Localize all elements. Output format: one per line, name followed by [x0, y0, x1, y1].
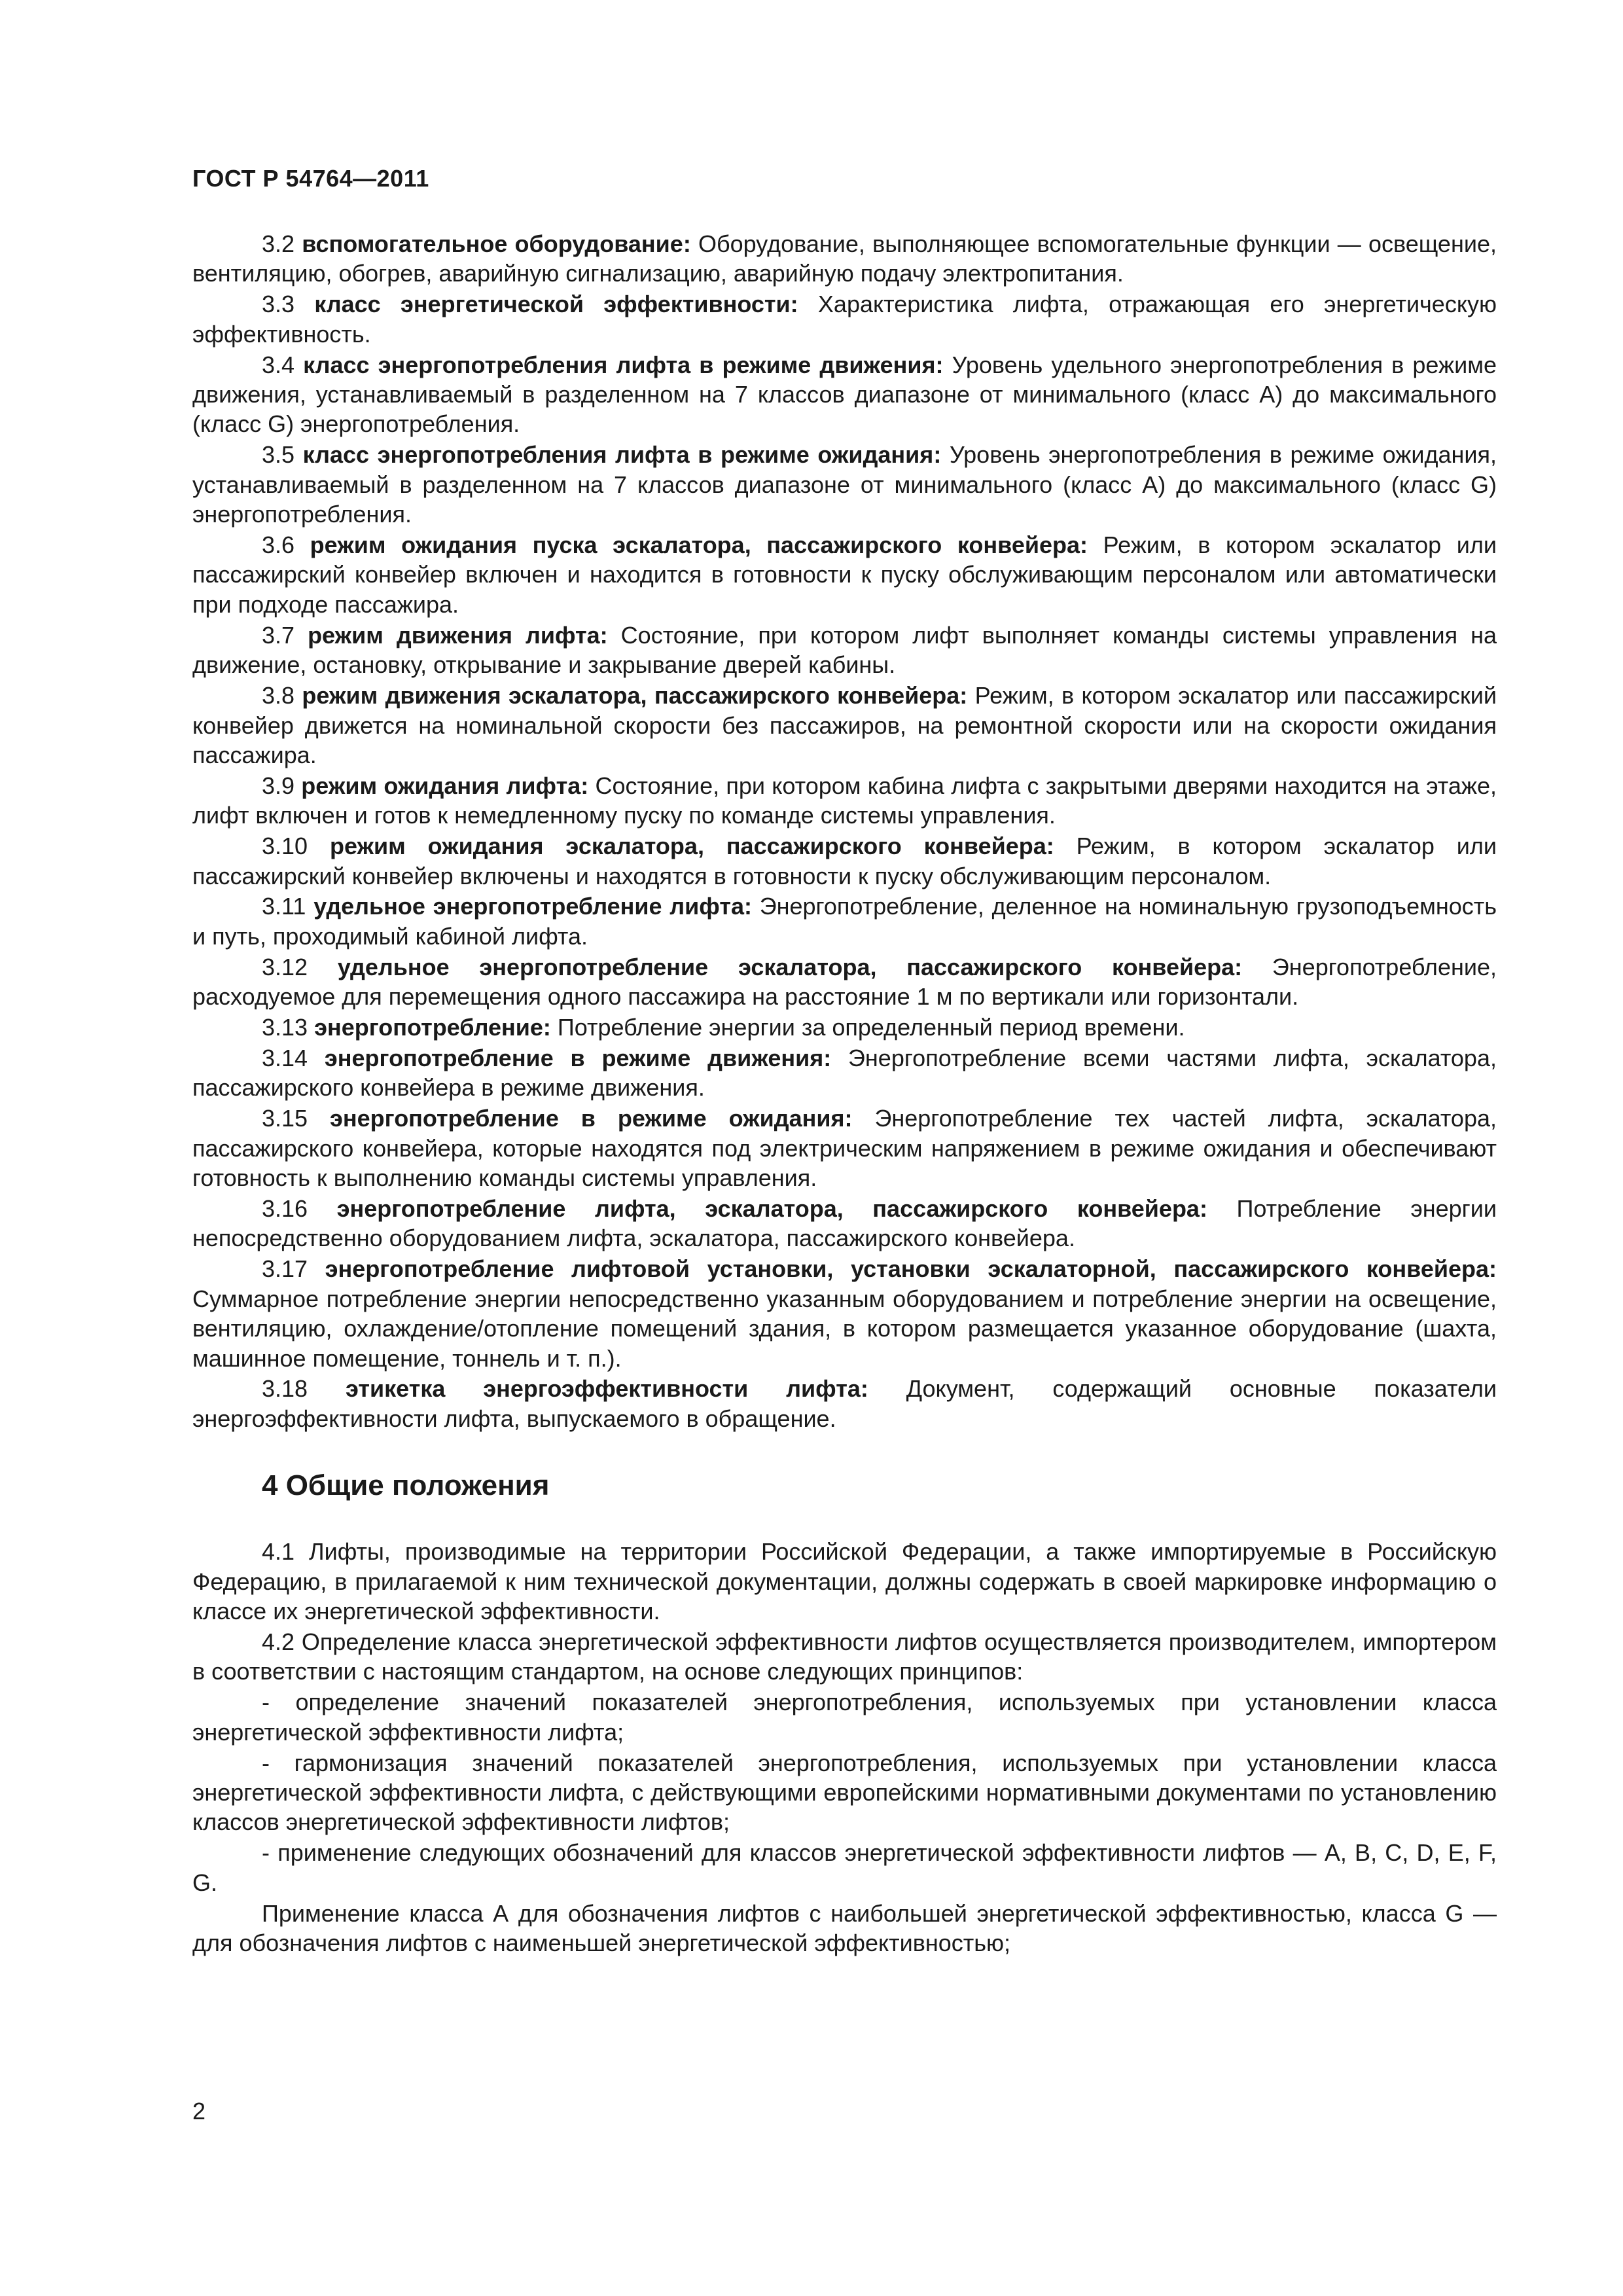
definition-text: Состояние, при котором лифт выполняет команды системы управления на движение, остановку, открывание и закрывание дверей кабины.: [192, 621, 1497, 679]
definition-text: Режим, в котором эскалатор или пассажирский конвейер включен и находится в готовности к пуску обслуживающим персоналом или автоматически при подходе пассажира.: [192, 531, 1497, 618]
definition-term: режим ожидания эскалатора, пассажирского конвейера:: [329, 833, 1054, 860]
definition-3-3: [192, 289, 1497, 349]
definition-text: Суммарное потребление энергии непосредственно указанным оборудованием и потребление энергии на освещение, вентиляцию, охлаждение/отопление помещений здания, в котором размещается указанное оборудование (шахта, машинное помещение, тоннель и т. п.).: [192, 1285, 1497, 1372]
definition-3-11: [192, 891, 1497, 951]
definition-number: 3.9: [262, 772, 295, 799]
definition-text: Уровень удельного энергопотребления в режиме движения, устанавливаемый в разделенном на 7 классов диапазоне от минимального (класс А) до максимального (класс G) энергопотребления.: [192, 351, 1497, 438]
definition-term: класс энергетической эффективности:: [314, 291, 798, 318]
definition-3-8: [192, 681, 1497, 770]
definition-number: 3.6: [262, 531, 295, 559]
definition-text: Энергопотребление, расходуемое для перемещения одного пассажира на расстояние 1 м по вертикали или горизонтали.: [192, 953, 1497, 1011]
definition-number: 3.18: [262, 1375, 308, 1403]
definition-number: 3.2: [262, 230, 295, 257]
definition-3-14: [192, 1043, 1497, 1103]
definition-term: энергопотребление лифта, эскалатора, пассажирского конвейера:: [336, 1195, 1207, 1222]
definition-term: класс энергопотребления лифта в режиме ожидания:: [302, 441, 942, 469]
definition-text: Энергопотребление тех частей лифта, эскалатора, пассажирского конвейера, которые находятся под электрическим напряжением в режиме ожидания и обеспечивают готовность к выполнению команды системы управления.: [192, 1105, 1497, 1192]
definition-term: режим ожидания пуска эскалатора, пассажирского конвейера:: [310, 531, 1088, 559]
definition-number: 3.16: [262, 1195, 308, 1222]
paragraph-class-usage: Применение класса А для обозначения лифтов с наибольшей энергетической эффективностью, класса G — для обозначения лифтов с наименьшей энергетической эффективностью;: [192, 1899, 1497, 1957]
section-4-title: 4 Общие положения: [262, 1469, 550, 1502]
definition-text: Документ, содержащий основные показатели энергоэффективности лифта, выпускаемого в обращение.: [192, 1375, 1497, 1432]
definition-number: 3.3: [262, 291, 295, 318]
definition-3-9: [192, 771, 1497, 831]
definition-text: Потребление энергии непосредственно оборудованием лифта, эскалатора, пассажирского конвейера.: [192, 1195, 1497, 1252]
definition-term: энергопотребление в режиме ожидания:: [330, 1105, 853, 1132]
definition-text: Энергопотребление, деленное на номинальную грузоподъемность и путь, проходимый кабиной лифта.: [192, 893, 1497, 950]
definition-number: 3.17: [262, 1255, 308, 1283]
paragraph-4-1: 4.1 Лифты, производимые на территории Российской Федерации, а также импортируемые в Российскую Федерацию, в прилагаемой к ним технической документации, должны содержать в своей маркировке информацию о классе их энергетической эффективности.: [192, 1538, 1497, 1625]
paragraph-4-2: 4.2 Определение класса энергетической эффективности лифтов осуществляется производителем, импортером в соответствии с настоящим стандартом, на основе следующих принципов:: [192, 1628, 1497, 1685]
definition-number: 3.12: [262, 953, 308, 980]
definition-text: Оборудование, выполняющее вспомогательные функции — освещение, вентиляцию, обогрев, аварийную сигнализацию, аварийную подачу электропитания.: [192, 230, 1497, 287]
definition-3-7: [192, 620, 1497, 680]
list-item: - гармонизация значений показателей энергопотребления, используемых при установлении класса энергетической эффективности лифта, с действующими европейскими нормативными документами по установлению классов энергетической эффективности лифтов;: [192, 1749, 1497, 1836]
definition-3-15: [192, 1103, 1497, 1193]
definition-text: Потребление энергии за определенный период времени.: [557, 1014, 1185, 1041]
definition-number: 3.15: [262, 1105, 308, 1132]
definition-text: Режим, в котором эскалатор или пассажирский конвейер включены и находятся в готовности к пуску обслуживающим персоналом.: [192, 833, 1497, 889]
definition-term: энергопотребление в режиме движения:: [324, 1044, 832, 1071]
definition-text: Энергопотребление всеми частями лифта, эскалатора, пассажирского конвейера в режиме движения.: [192, 1044, 1497, 1102]
definition-term: режим движения лифта:: [308, 621, 608, 649]
definition-3-16: [192, 1194, 1497, 1253]
definition-term: вспомогательное оборудование:: [302, 230, 691, 257]
definition-number: 3.4: [262, 351, 295, 378]
definition-text: Характеристика лифта, отражающая его энергетическую эффективность.: [192, 291, 1497, 348]
definition-3-18: [192, 1374, 1497, 1433]
definition-term: режим ожидания лифта:: [301, 772, 589, 799]
list-item: - определение значений показателей энергопотребления, используемых при установлении класса энергетической эффективности лифта;: [192, 1689, 1497, 1746]
definition-text: Состояние, при котором кабина лифта с закрытыми дверями находится на этаже, лифт включен и готов к немедленному пуску по команде системы управления.: [192, 772, 1497, 829]
definition-3-17: [192, 1254, 1497, 1373]
definition-text: Режим, в котором эскалатор или пассажирский конвейер движется на номинальной скорости без пассажиров, на ремонтной скорости или на скорости ожидания пассажира.: [192, 682, 1497, 768]
definition-text: Уровень энергопотребления в режиме ожидания, устанавливаемый в разделенном на 7 классов диапазоне от минимального (класс А) до максимального (класс G) энергопотребления.: [192, 441, 1497, 528]
definition-term: удельное энергопотребление лифта:: [313, 893, 752, 920]
definition-term: удельное энергопотребление эскалатора, пассажирского конвейера:: [337, 953, 1243, 980]
definition-number: 3.14: [262, 1044, 308, 1071]
definition-3-12: [192, 952, 1497, 1012]
list-item: - применение следующих обозначений для классов энергетической эффективности лифтов — А, В, С, D, E, F, G.: [192, 1839, 1497, 1896]
definition-term: класс энергопотребления лифта в режиме движения:: [303, 351, 944, 378]
definition-3-2: [192, 229, 1497, 289]
definition-term: энергопотребление лифтовой установки, установки эскалаторной, пассажирского конвейера:: [325, 1255, 1497, 1283]
definition-3-5: [192, 440, 1497, 529]
definition-number: 3.5: [262, 441, 295, 469]
definition-number: 3.10: [262, 833, 308, 860]
definition-number: 3.7: [262, 621, 295, 649]
page-number: 2: [192, 2098, 206, 2125]
definition-3-4: [192, 350, 1497, 439]
document-body: [192, 229, 1497, 1959]
definition-3-6: [192, 530, 1497, 619]
definition-number: 3.11: [262, 893, 306, 920]
definition-3-13: [192, 1013, 1497, 1042]
definition-3-10: [192, 831, 1497, 891]
definition-term: этикетка энергоэффективности лифта:: [345, 1375, 868, 1403]
definition-number: 3.8: [262, 682, 295, 709]
definition-term: энергопотребление:: [314, 1014, 551, 1041]
definition-term: режим движения эскалатора, пассажирского конвейера:: [302, 682, 968, 709]
document-header: ГОСТ Р 54764—2011: [192, 165, 429, 192]
definition-number: 3.13: [262, 1014, 308, 1041]
